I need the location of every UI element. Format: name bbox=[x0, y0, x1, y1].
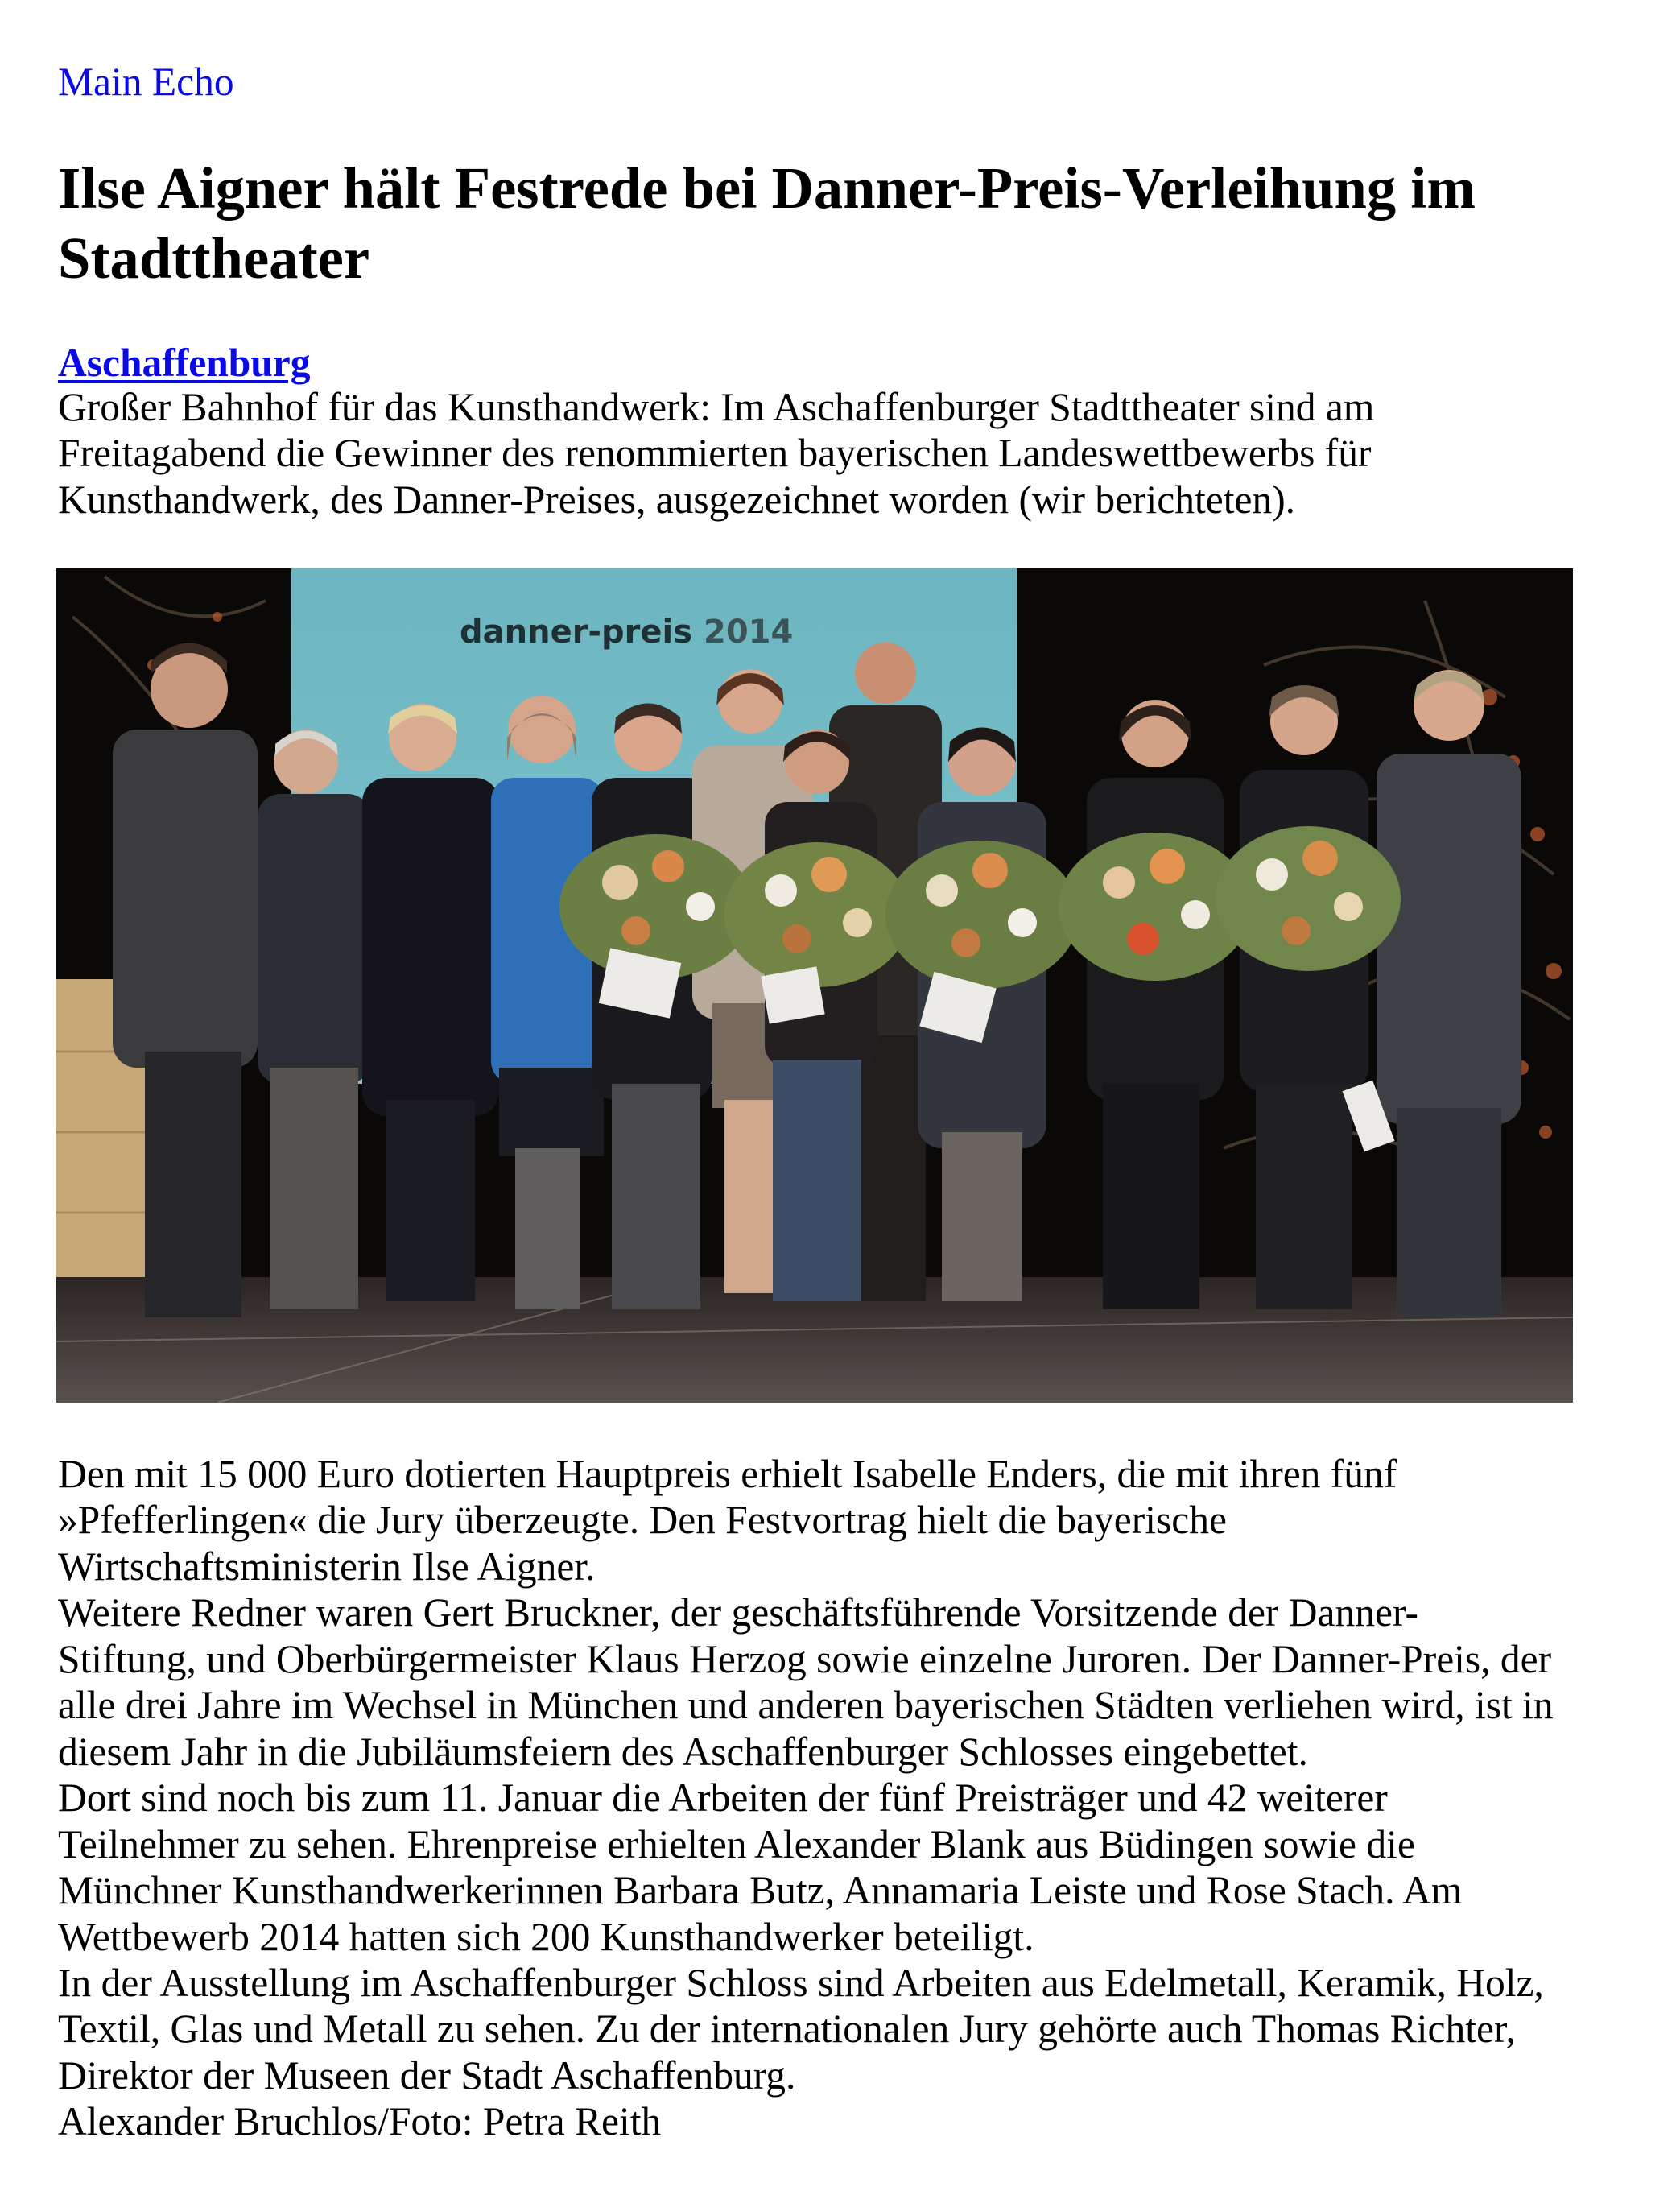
text-line: Teilnehmer zu sehen. Ehrenpreise erhielten Alexander Blank aus Büdingen sowie die bbox=[58, 1821, 1415, 1866]
publication-name: Main Echo bbox=[58, 60, 234, 104]
bouquet bbox=[885, 841, 1079, 989]
text-line: Weitere Redner waren Gert Bruckner, der geschäftsführende Vorsitzende der Danner- bbox=[58, 1590, 1418, 1635]
text-line: Kunsthandwerk, des Danner-Preises, ausgezeichnet worden (wir berichteten). bbox=[58, 477, 1296, 522]
location-link[interactable]: Aschaffenburg bbox=[58, 341, 311, 385]
text-line: alle drei Jahre im Wechsel in München und anderen bayerischen Städten verliehen wird, ist in bbox=[58, 1683, 1554, 1728]
flower-bouquets bbox=[559, 826, 1401, 989]
text-line: Großer Bahnhof für das Kunsthandwerk: Im Aschaffenburger Stadttheater sind am bbox=[58, 385, 1375, 429]
text-line: »Pfefferlingen« die Jury überzeugte. Den Festvortrag hielt die bayerische bbox=[58, 1498, 1227, 1543]
bouquet bbox=[724, 842, 910, 987]
screen-caption bbox=[460, 614, 793, 651]
screen-title: danner-preis bbox=[460, 614, 693, 651]
bouquet bbox=[559, 834, 753, 979]
bouquet bbox=[1216, 826, 1401, 971]
byline: Alexander Bruchlos/Foto: Petra Reith bbox=[58, 2099, 662, 2144]
screen-year: 2014 bbox=[703, 614, 794, 651]
award-ceremony-photo bbox=[56, 568, 1573, 1403]
text-line: Freitagabend die Gewinner des renommierten bayerischen Landeswettbewerbs für bbox=[58, 431, 1372, 476]
headline-line: Ilse Aigner hält Festrede bei Danner-Preis-Verleihung im bbox=[58, 155, 1476, 221]
text-line: Direktor der Museen der Stadt Aschaffenburg. bbox=[58, 2052, 796, 2098]
text-line: Münchner Kunsthandwerkerinnen Barbara Butz, Annamaria Leiste und Rose Stach. Am bbox=[58, 1868, 1463, 1913]
headline-line: Stadttheater bbox=[58, 225, 370, 291]
text-line: diesem Jahr in die Jubiläumsfeiern des Aschaffenburger Schlosses eingebettet. bbox=[58, 1729, 1308, 1774]
person bbox=[1240, 685, 1368, 1309]
text-line: Wettbewerb 2014 hatten sich 200 Kunsthandwerker beteiligt. bbox=[58, 1914, 1034, 1959]
article-headline bbox=[58, 153, 1476, 293]
text-line: Dort sind noch bis zum 11. Januar die Arbeiten der fünf Preisträger und 42 weiterer bbox=[58, 1775, 1388, 1821]
person bbox=[1377, 670, 1521, 1317]
text-line: Wirtschaftsministerin Ilse Aigner. bbox=[58, 1544, 596, 1589]
text-line: Textil, Glas und Metall zu sehen. Zu der internationalen Jury gehörte auch Thomas Richter, bbox=[58, 2007, 1516, 2052]
person bbox=[258, 730, 370, 1309]
text-line: Den mit 15 000 Euro dotierten Hauptpreis erhielt Isabelle Enders, die mit ihren fünf bbox=[58, 1452, 1397, 1496]
article-body bbox=[58, 1451, 1554, 2145]
lead-paragraph bbox=[58, 384, 1374, 523]
text-line: Stiftung, und Oberbürgermeister Klaus Herzog sowie einzelne Juroren. Der Danner-Preis, der bbox=[58, 1636, 1552, 1681]
article-photo bbox=[56, 568, 1573, 1403]
text-line: In der Ausstellung im Aschaffenburger Schloss sind Arbeiten aus Edelmetall, Keramik, Holz, bbox=[58, 1960, 1544, 2005]
